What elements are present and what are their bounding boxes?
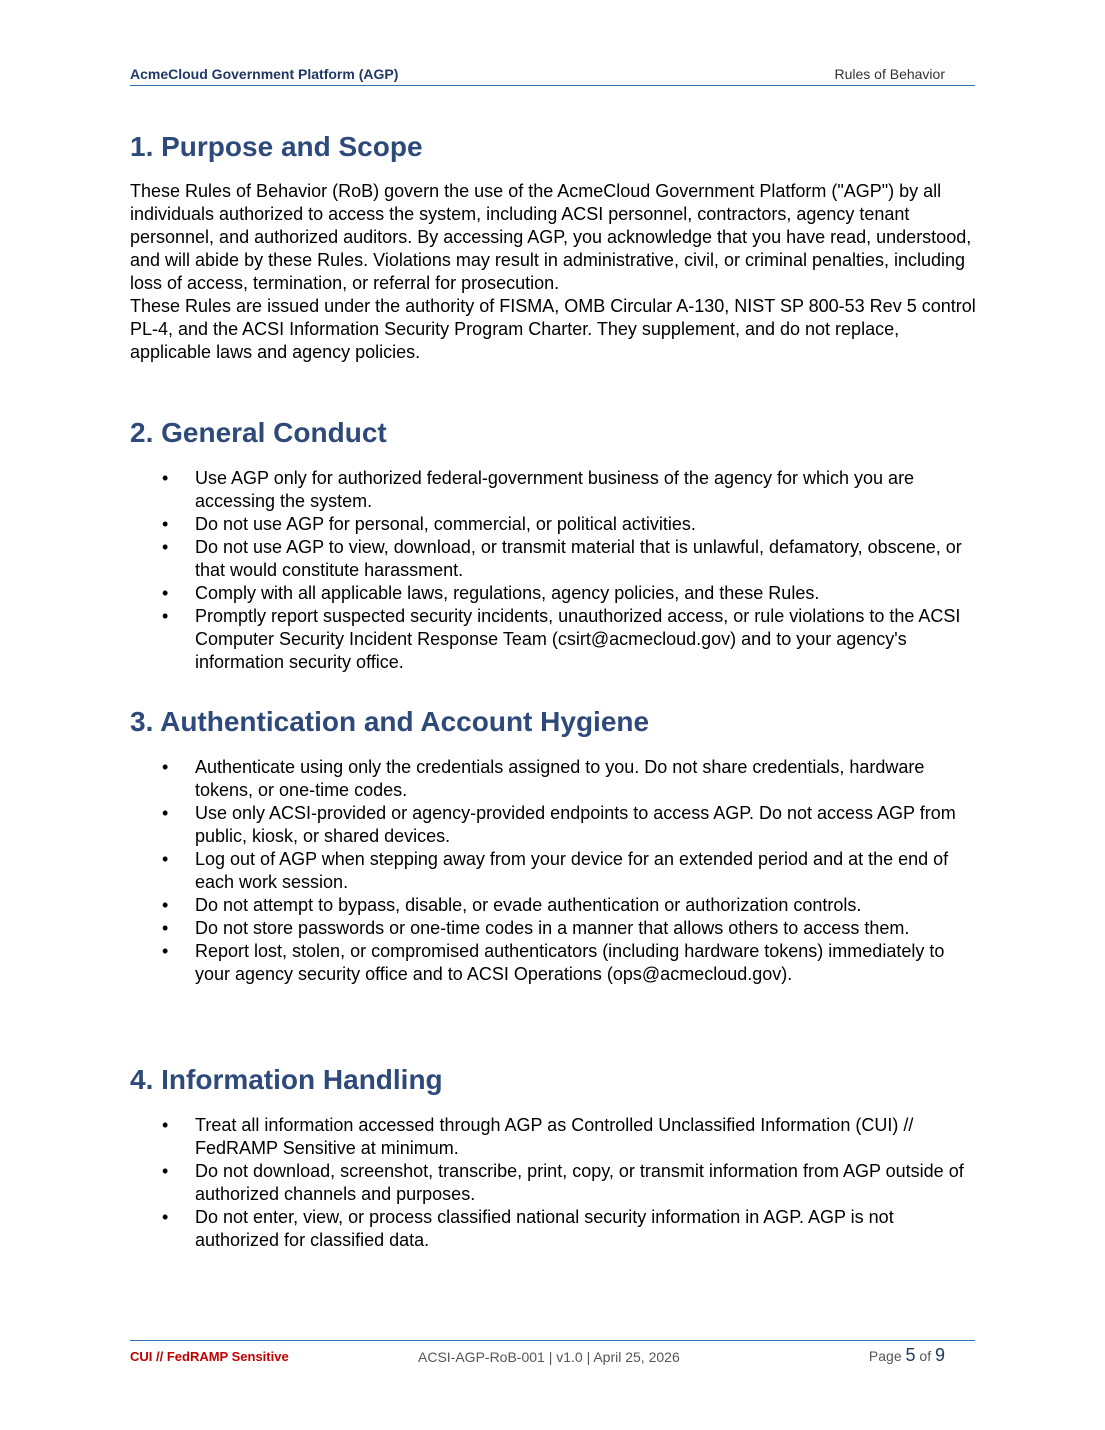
list-item-text: Comply with all applicable laws, regulations, agency policies, and these Rules. — [195, 583, 820, 603]
section-information-handling — [130, 1061, 980, 1252]
list-item — [130, 802, 980, 848]
page-number — [869, 1345, 945, 1366]
list-item — [130, 1206, 980, 1252]
section-purpose-and-scope — [130, 128, 980, 414]
bullet-list — [130, 756, 980, 986]
list-item-text: Do not use AGP to view, download, or transmit material that is unlawful, defamatory, obscene, or that would constitute harassment. — [195, 537, 962, 580]
header-doc-type: Rules of Behavior — [834, 66, 945, 82]
list-item — [130, 1114, 980, 1160]
section-general-conduct — [130, 414, 980, 703]
bullet-icon: • — [162, 514, 169, 534]
paragraph: These Rules of Behavior (RoB) govern the use of the AcmeCloud Government Platform ("AGP") by all individuals authorized to access the system, including ACSI personnel, contractors, agency tenant personnel, and authorized auditors. By accessing AGP, you acknowledge that you have read, understood, and will abide by these Rules. Violations may result in administrative, civil, or criminal penalties, including loss of access, termination, or referral for prosecution. — [130, 181, 972, 293]
list-item — [130, 536, 980, 582]
list-item-text: Do not download, screenshot, transcribe, print, copy, or transmit information from AGP outside of authorized channels and purposes. — [195, 1161, 964, 1204]
bullet-list — [130, 467, 980, 674]
list-item — [130, 917, 980, 940]
bullet-icon: • — [162, 895, 169, 915]
page-of: of — [919, 1348, 932, 1364]
document-body — [130, 128, 980, 1252]
bullet-icon: • — [162, 1207, 169, 1227]
list-item-text: Do not store passwords or one-time codes in a manner that allows others to access them. — [195, 918, 910, 938]
list-item — [130, 848, 980, 894]
section-heading: 4. Information Handling — [130, 1064, 443, 1095]
list-item — [130, 467, 980, 513]
bullet-icon: • — [162, 941, 169, 961]
paragraph: These Rules are issued under the authority of FISMA, OMB Circular A-130, NIST SP 800-53 Rev 5 control PL-4, and the ACSI Information Security Program Charter. They supplement, and do not replace, applicable laws and agency policies. — [130, 296, 976, 362]
bullet-icon: • — [162, 1161, 169, 1181]
bullet-icon: • — [162, 757, 169, 777]
list-item — [130, 894, 980, 917]
classification-marking: CUI // FedRAMP Sensitive — [130, 1349, 289, 1364]
page-footer — [130, 1340, 975, 1371]
page-label: Page — [868, 1348, 902, 1364]
section-heading: 1. Purpose and Scope — [130, 131, 423, 162]
list-item-text: Report lost, stolen, or compromised authenticators (including hardware tokens) immediately to your agency security office and to ACSI Operations (ops@acmecloud.gov). — [195, 941, 945, 984]
list-item-text: Log out of AGP when stepping away from your device for an extended period and at the end of each work session. — [195, 849, 949, 892]
list-item — [130, 940, 980, 986]
list-item-text: Do not enter, view, or process classified national security information in AGP. AGP is not authorized for classified data. — [195, 1207, 894, 1250]
list-item-text: Use only ACSI-provided or agency-provided endpoints to access AGP. Do not access AGP from public, kiosk, or shared devices. — [195, 803, 956, 846]
list-item-text: Authenticate using only the credentials assigned to you. Do not share credentials, hardware tokens, or one-time codes. — [195, 757, 925, 800]
header-title: AcmeCloud Government Platform (AGP) — [130, 66, 399, 82]
bullet-icon: • — [162, 849, 169, 869]
list-item — [130, 513, 980, 536]
bullet-icon: • — [162, 468, 169, 488]
list-item-text: Promptly report suspected security incidents, unauthorized access, or rule violations to the ACSI Computer Security Incident Response Team (csirt@acmecloud.gov) and to your agency's information security office. — [195, 606, 961, 672]
list-item — [130, 1160, 980, 1206]
list-item-text: Do not attempt to bypass, disable, or evade authentication or authorization controls. — [195, 895, 862, 915]
bullet-icon: • — [162, 606, 169, 626]
list-item — [130, 582, 980, 605]
list-item-text: Treat all information accessed through AGP as Controlled Unclassified Information (CUI) // FedRAMP Sensitive at minimum. — [195, 1115, 914, 1158]
bullet-list — [130, 1114, 980, 1252]
bullet-icon: • — [162, 537, 169, 557]
document-id: ACSI-AGP-RoB-001 | v1.0 | April 25, 2026 — [418, 1349, 680, 1365]
bullet-icon: • — [162, 1115, 169, 1135]
section-heading: 2. General Conduct — [130, 417, 387, 448]
bullet-icon: • — [162, 918, 169, 938]
bullet-icon: • — [162, 583, 169, 603]
bullet-icon: • — [162, 803, 169, 823]
page-total: 9 — [934, 1345, 945, 1365]
list-item — [130, 756, 980, 802]
section-heading: 3. Authentication and Account Hygiene — [130, 706, 650, 737]
list-item-text: Do not use AGP for personal, commercial, or political activities. — [195, 514, 696, 534]
page-current: 5 — [905, 1345, 916, 1365]
list-item-text: Use AGP only for authorized federal-government business of the agency for which you are accessing the system. — [195, 468, 915, 511]
page-header — [130, 64, 975, 86]
section-authentication — [130, 703, 980, 1061]
list-item — [130, 605, 980, 674]
